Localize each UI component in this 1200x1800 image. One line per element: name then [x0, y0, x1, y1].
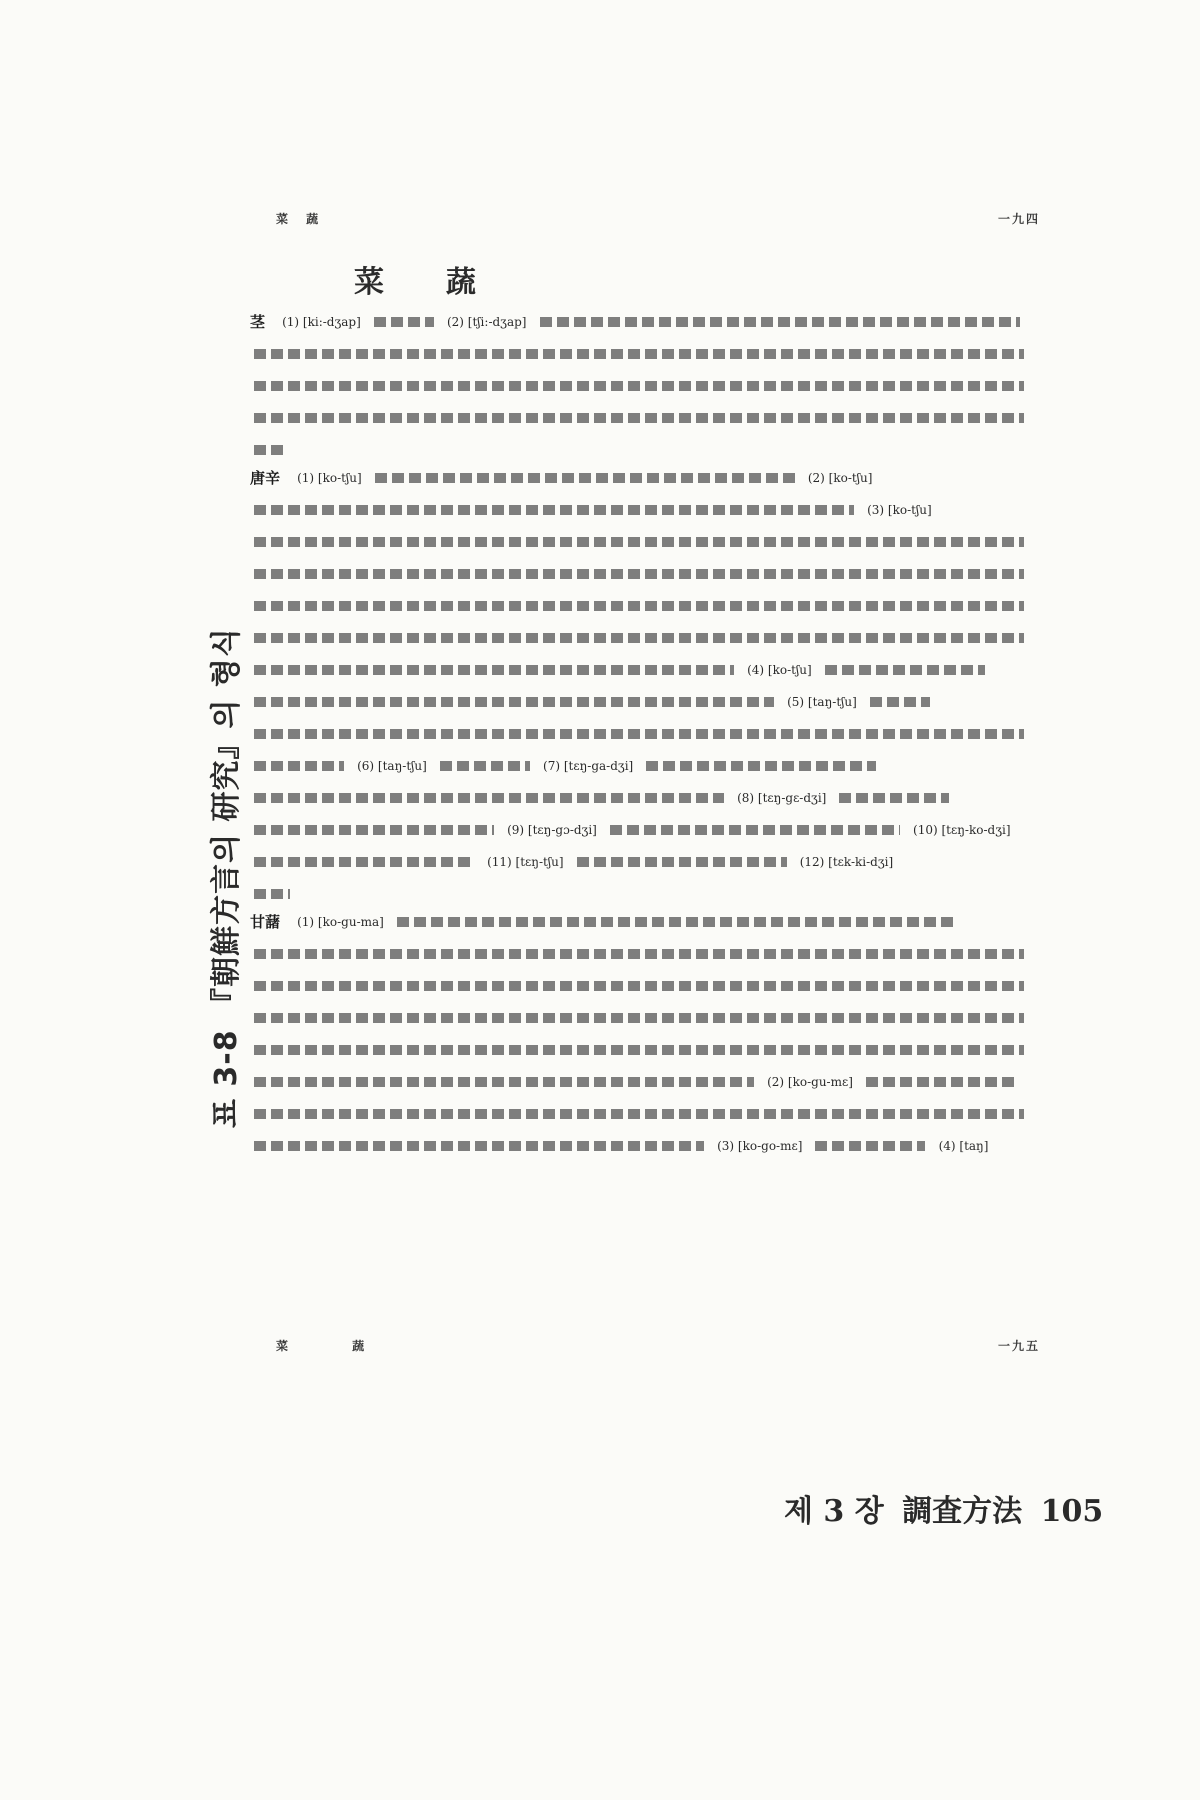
text-line: [250, 439, 1046, 457]
text-line: [250, 755, 1046, 773]
text-line: [250, 1039, 1046, 1057]
text-line: [250, 627, 1046, 645]
text-line: [250, 691, 1046, 709]
phonetic-form: (1) [ko-tʃu]: [297, 470, 362, 485]
text-line: [250, 851, 1046, 869]
text-line: [250, 943, 1046, 961]
page-footer: [784, 1486, 1111, 1530]
phonetic-form: (9) [tɛŋ-gɔ-dʒi]: [507, 822, 597, 837]
text-line: [250, 1103, 1046, 1121]
chapter-title: 調査方法: [902, 1494, 1023, 1529]
phonetic-form: (3) [ko-tʃu]: [867, 502, 932, 517]
phonetic-form: (10) [tɛŋ-ko-dʒi]: [913, 822, 1011, 837]
text-line: [250, 467, 1046, 485]
text-line: [250, 375, 1046, 393]
text-line: [250, 911, 1046, 929]
text-line: [250, 595, 1046, 613]
phonetic-form: (6) [taŋ-tʃu]: [357, 758, 427, 773]
text-line: [250, 499, 1046, 517]
phonetic-form: (1) [ko-gu-ma]: [297, 914, 384, 929]
entry-head: 唐辛: [250, 468, 281, 485]
text-line: [250, 659, 1046, 677]
reproduced-page: [246, 205, 1058, 1355]
phonetic-form: (2) [ko-tʃu]: [807, 470, 873, 485]
text-line: [250, 1071, 1046, 1089]
table-caption: 표 3-8 『朝鮮方言의 研究』의 형식: [209, 627, 244, 1128]
text-line: [250, 883, 1046, 901]
section-title: 菜蔬: [354, 265, 538, 300]
phonetic-form: (2) [tʃi:-dʒap]: [446, 314, 527, 329]
text-line: [250, 407, 1046, 425]
phonetic-form: (7) [tɛŋ-ga-dʒi]: [543, 758, 634, 773]
entry-head: 茎: [250, 312, 266, 329]
phonetic-form: (5) [taŋ-tʃu]: [787, 694, 857, 709]
running-foot-right: 一九五: [997, 1339, 1040, 1353]
phonetic-form: (11) [tɛŋ-tʃu]: [487, 854, 564, 869]
phonetic-form: (3) [ko-go-mɛ]: [717, 1138, 803, 1153]
text-line: [250, 975, 1046, 993]
page-number: 105: [1040, 1494, 1104, 1529]
running-foot-left: 菜 蔬: [276, 1339, 395, 1353]
phonetic-form: (8) [tɛŋ-gɛ-dʒi]: [737, 790, 827, 805]
text-line: [250, 1135, 1046, 1153]
entry-head: 甘藷: [250, 912, 281, 929]
phonetic-form: (4) [taŋ]: [938, 1138, 989, 1153]
text-line: [250, 787, 1046, 805]
phonetic-form: (1) [ki:-dʒap]: [282, 314, 361, 329]
phonetic-form: (12) [tɛk-ki-dʒi]: [799, 854, 894, 869]
running-head-right: 一九四: [997, 212, 1040, 226]
phonetic-form: (4) [ko-tʃu]: [747, 662, 812, 677]
text-line: [250, 311, 1046, 329]
phonetic-form: (2) [ko-gu-mɛ]: [767, 1074, 853, 1089]
text-line: [250, 819, 1046, 837]
running-head-left: 菜 蔬: [276, 212, 326, 226]
text-line: [250, 343, 1046, 361]
text-line: [250, 1007, 1046, 1025]
text-line: [250, 723, 1046, 741]
text-line: [250, 531, 1046, 549]
chapter-label: 제 3 장: [784, 1494, 884, 1529]
text-line: [250, 563, 1046, 581]
